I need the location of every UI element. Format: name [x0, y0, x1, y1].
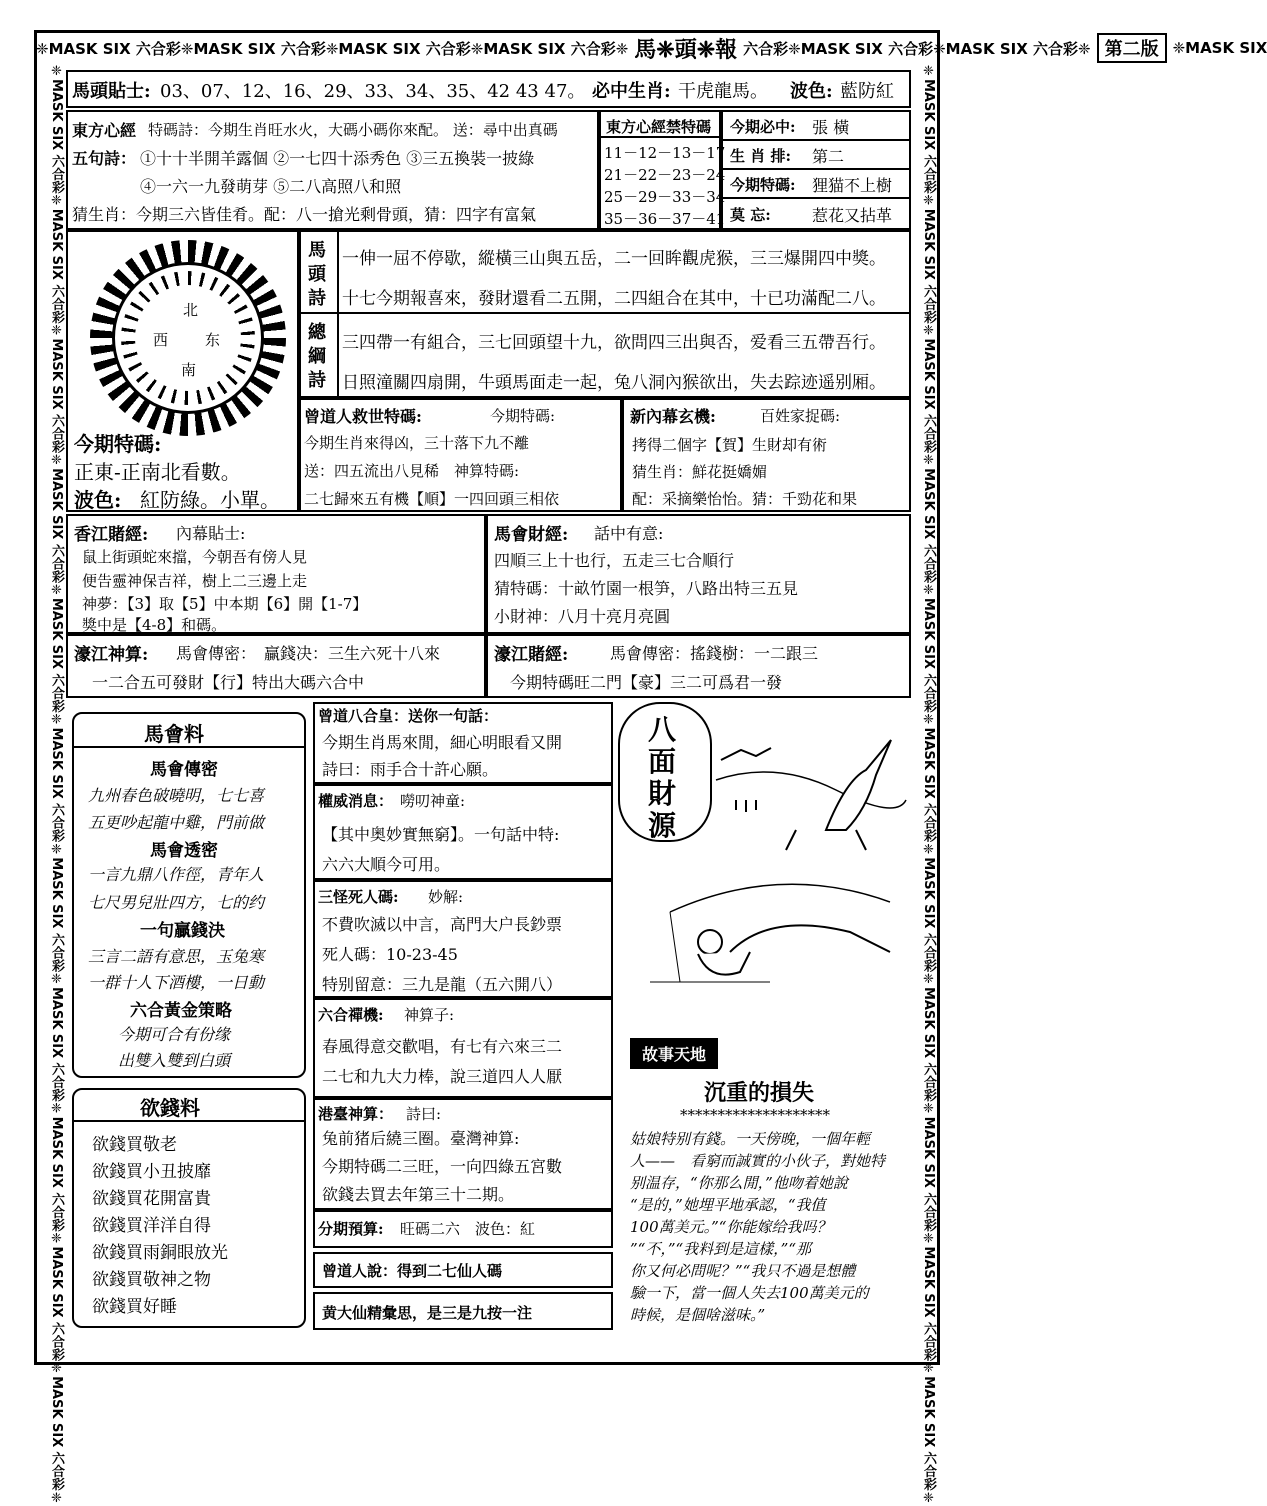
forbidden-row: 11－12－13－17: [604, 144, 726, 162]
mid-b4-title: 六合禪機:: [318, 1006, 384, 1024]
story-line: ”“不，”“我料到是這樣，”“那: [630, 1240, 812, 1258]
fishing-illustration: [650, 872, 900, 992]
dongfang-line2-label: 五句詩：: [72, 149, 137, 168]
landscape-illustration: [716, 720, 906, 860]
story-line: 時候，是個啥滋味。”: [630, 1306, 766, 1324]
yuqian-item: 欲錢買敬老: [92, 1135, 177, 1155]
mid-b7-line: 曾道人說：得到二七仙人碼: [322, 1262, 503, 1280]
bamian-char: 面: [648, 745, 677, 778]
zengdao-line: 送：四五流出八見稀 神算特碼:: [304, 462, 520, 480]
yuqian-title: 欲錢料: [140, 1096, 200, 1120]
mahui-liao-line: 五更吵起龍中雞，門前做: [88, 813, 265, 832]
banner-mid: 六合彩❈MASK SIX 六合彩❈MASK SIX 六合彩❈: [743, 39, 1091, 58]
must-value: 張 橫: [812, 118, 850, 137]
story-line: 别温存，“你那么閒，”他吻着她說: [630, 1174, 848, 1192]
mid-b4-line: 春風得意交歡唱，有七有六來三二: [322, 1037, 563, 1056]
mid-b1-title: 曾道八合皇：送你一句話：: [318, 707, 499, 725]
left-mid-line1: 正東-正南北看數。: [74, 460, 241, 484]
xiangjiang-line: 鼠上街頭蛇來擋，今朝吾有傍人見: [82, 548, 308, 566]
general-poem-line: 日照潼關四扇開，牛頭馬面走一起，兔八洞內猴欲出，失去踪迹遥别厢。: [342, 373, 886, 393]
story-title: 沉重的損失: [704, 1080, 815, 1106]
general-poem-label: 詩: [308, 370, 326, 391]
tips-label: 馬頭貼士:: [72, 81, 151, 102]
story-line: 100萬美元。”“你能嫁给我吗？: [630, 1218, 832, 1236]
dongfang-title: 東方心經: [72, 121, 137, 140]
general-poem-label: 綱: [308, 346, 326, 367]
general-poem-label: 總: [308, 322, 326, 343]
dial-north: 北: [183, 301, 199, 319]
forbidden-row: 35－36－37－41: [604, 210, 726, 228]
banner-left: ❈MASK SIX 六合彩❈MASK SIX 六合彩❈MASK SIX 六合彩❈MASK SIX 六合彩❈: [36, 39, 629, 58]
yuqian-item: 欲錢買好睡: [92, 1297, 177, 1317]
mid-b4-sub: 神算子:: [404, 1006, 455, 1024]
dial-east: 东: [205, 331, 221, 349]
dongfang-line2: ①十十半開羊露個 ②一七四十添秀色 ③三五換裝一披綠: [140, 149, 535, 168]
right-side-border: ❈MASK SIX 六合彩❈MASK SIX 六合彩❈MASK SIX 六合彩❈MASK SIX 六合彩❈MASK SIX 六合彩❈MASK SIX 六合彩❈MASK SIX 六合彩❈MASK SIX 六合彩❈MASK SIX 六合彩❈MASK SIX 六合彩❈MASK SIX 六合彩❈: [921, 64, 936, 1506]
dial-south: 南: [181, 361, 197, 379]
bamian-char: 財: [648, 777, 677, 810]
mid-b1-line: 今期生肖馬來閒，細心明眼看又開: [322, 733, 563, 752]
mahui-cai-line: 小財神：八月十亮月亮圓: [494, 607, 671, 626]
wave-value: 藍防紅: [840, 81, 894, 102]
mid-b2-line: 【其中奥妙實無窮】。一句話中特:: [322, 825, 560, 844]
left-mid-label: 今期特碼:: [74, 432, 162, 456]
left-mid-wave: 紅防綠。小單。: [140, 488, 280, 512]
xiangjiang-line: 神夢：【3】取【5】中本期【6】開【1-7】: [82, 595, 368, 613]
head-poem-line: 十七今期報喜來，發財還看二五開，二四組合在其中，十已功滿配二八。: [342, 289, 886, 309]
bamian-char: 八: [648, 713, 677, 746]
mahui-liao-line: 今期可合有份缘: [118, 1025, 231, 1044]
mahui-liao-line: 三言二語有意思，玉兔寒: [88, 947, 265, 966]
zengdao-sub: 今期特碼:: [490, 407, 556, 425]
forbidden-title: 東方心經禁特碼: [606, 118, 712, 136]
mid-b8-line: 黄大仙精彙思，是三是九按一注: [322, 1304, 533, 1322]
mid-b2-sub: 嘮叨神童:: [400, 792, 466, 810]
mid-b3-sub: 妙解:: [428, 888, 464, 906]
xinnei-sub: 百姓家捉碼:: [760, 407, 841, 425]
mahui-liao-title: 馬會料: [144, 722, 204, 746]
bamian-char: 源: [648, 809, 677, 842]
xinnei-line: 猜生肖：鮮花挺嬌媚: [632, 463, 768, 481]
mid-b5-title: 港臺神算：: [318, 1105, 394, 1123]
must-value: 惹花又拈革: [812, 206, 893, 225]
dongfang-line1: 特碼詩：今期生肖旺水火，大碼小碼你來配。 送：尋中出真碼: [148, 121, 558, 139]
story-line: “是的，”她埋平地承認，“我值: [630, 1196, 826, 1214]
mid-b5-sub: 詩曰:: [406, 1105, 442, 1123]
newspaper-title: 馬❈頭❈報: [634, 36, 738, 63]
xiangjiang-line: 便告靈神保吉祥，樹上二三邊上走: [82, 572, 308, 590]
left-side-border: ❈MASK SIX 六合彩❈MASK SIX 六合彩❈MASK SIX 六合彩❈MASK SIX 六合彩❈MASK SIX 六合彩❈MASK SIX 六合彩❈MASK SIX 六合彩❈MASK SIX 六合彩❈MASK SIX 六合彩❈MASK SIX 六合彩❈MASK SIX 六合彩❈: [49, 64, 64, 1506]
left-mid-wave-label: 波色:: [74, 488, 122, 512]
zengdao-title: 曾道人救世特碼:: [304, 407, 422, 426]
compass-dial: [90, 240, 286, 436]
story-line: 人—— 看窮而誠實的小伙子，對她特: [630, 1152, 886, 1170]
yuqian-item: 欲錢買小丑披靡: [92, 1162, 211, 1182]
must-divider: [721, 139, 911, 141]
yuqian-item: 欲錢買花開富貴: [92, 1189, 211, 1209]
mahui-liao-heading: 馬會傳密: [150, 760, 218, 780]
mahui-liao-line: 一群十人下酒樓，一日動: [88, 973, 265, 992]
mahui-cai-sub: 話中有意:: [594, 524, 664, 543]
general-poem-line: 三四帶一有組合，三七回頭望十九，欲問四三出與否，爱看三五帶吾行。: [342, 333, 886, 353]
xinnei-line: 拷得二個字【賀】生財却有術: [632, 436, 828, 454]
yuqian-item: 欲錢買敬神之物: [92, 1270, 211, 1290]
mid-b5-line: 今期特碼二三旺，一向四綠五宮數: [322, 1157, 563, 1176]
head-poem-label: 詩: [308, 288, 326, 309]
forbidden-divider: [599, 136, 721, 138]
xinnei-title: 新內幕玄機:: [630, 407, 716, 426]
tips-numbers: 03、07、12、16、29、33、34、35、42 43 47。: [160, 81, 586, 102]
xiangjiang-line: 獎中是【4-8】和碼。: [82, 616, 227, 634]
story-line: 姑娘特别有錢。一天傍晚，一個年輕: [630, 1130, 871, 1148]
mid-b3-line: 不費吹滅以中言，高門大户長鈔票: [322, 915, 563, 934]
yuqian-item: 欲錢買雨銅眼放光: [92, 1243, 228, 1263]
dongfang-line3: ④一六一九發萌芽 ⑤二八高照八和照: [140, 177, 402, 196]
mahui-cai-title: 馬會財經:: [494, 525, 569, 545]
haojiang-shen-title: 濠江神算:: [74, 645, 149, 665]
haojiang-shen-sub: 馬會傳密： 贏錢决：三生六死十八來: [176, 644, 441, 663]
must-label: 今期特碼:: [730, 176, 796, 194]
zengdao-line: 二七歸來五有機【順】一四回頭三相依: [304, 490, 560, 508]
haojiang-du-title: 濠江賭經:: [494, 645, 569, 665]
xinnei-line: 配：采摘樂怡怡。猜：千勁花和果: [632, 490, 858, 508]
head-poem-label: 頭: [308, 264, 326, 285]
mid-b2-title: 權威消息：: [318, 792, 394, 810]
mahui-liao-heading: 六合黃金策略: [130, 1001, 232, 1021]
haojiang-du-line: 今期特碼旺二門【豪】三二可爲君一發: [510, 673, 783, 692]
story-line: 你又何必問呢？”“我只不過是想體: [630, 1262, 856, 1280]
must-value: 狸猫不上樹: [812, 176, 893, 195]
xiangjiang-title: 香江賭經:: [74, 525, 149, 545]
yuqian-item: 欲錢買洋洋自得: [92, 1216, 211, 1236]
must-value: 第二: [812, 147, 845, 166]
story-line: 驗一下，當一個人失去100萬美元的: [630, 1284, 869, 1302]
mahui-liao-line: 一言九鼎八作徑，青年人: [88, 865, 265, 884]
mid-b6-line: 旺碼二六 波色：紅: [400, 1220, 536, 1238]
mid-b2-line: 六六大順今可用。: [322, 855, 451, 874]
must-label: 生 肖 排:: [730, 147, 791, 165]
mahui-cai-line: 猜特碼：十畝竹園一根笋，八路出特三五見: [494, 579, 799, 598]
forbidden-row: 25－29－33－34: [604, 188, 726, 206]
mid-b4-line: 二七和九大力棒，說三道四人人厭: [322, 1067, 563, 1086]
wave-label: 波色:: [790, 81, 833, 102]
haojiang-du-sub: 馬會傳密：搖錢樹：一二跟三: [610, 644, 819, 663]
dial-west: 西: [153, 331, 169, 349]
haojiang-shen-line: 一二合五可發財【行】特出大碼六合中: [92, 673, 365, 692]
mahui-liao-line: 出雙入雙到白頭: [118, 1051, 231, 1070]
mid-b5-line: 兔前猪后繞三圈。臺灣神算:: [322, 1129, 520, 1148]
mahui-liao-line: 七尺男兒壯四方，七的约: [88, 893, 265, 912]
mahui-liao-heading: 馬會透密: [150, 841, 218, 861]
dongfang-line4: 猜生肖：今期三六皆佳肴。配：八一搶光剩骨頭，猜：四字有富氣: [72, 205, 537, 224]
banner-right: ❈MASK SIX: [1172, 39, 1267, 57]
must-divider: [721, 168, 911, 170]
xiangjiang-sub: 內幕貼士:: [176, 524, 246, 543]
must-label: 莫 忘:: [730, 206, 771, 224]
poems-divider: [299, 312, 911, 314]
zengdao-line: 今期生肖來得凶，三十落下九不離: [304, 434, 530, 452]
mahui-liao-heading: 一句贏錢決: [140, 921, 225, 941]
must-label: 今期必中:: [730, 118, 796, 136]
mahui-liao-line: 九州春色破曉明，七七喜: [88, 786, 265, 805]
zodiac-value: 干虎龍馬。: [678, 81, 768, 102]
mid-b5-line: 欲錢去買去年第三十二期。: [322, 1185, 515, 1204]
mid-b3-line: 死人碼：10-23-45: [322, 945, 458, 964]
forbidden-row: 21－22－23－24: [604, 166, 726, 184]
mahui-cai-line: 四順三上十也行，五走三七合順行: [494, 551, 735, 570]
head-poem-label: 馬: [308, 240, 326, 261]
mid-b3-title: 三怪死人碼:: [318, 888, 399, 906]
mid-b6-title: 分期預算:: [318, 1220, 384, 1238]
head-poem-line: 一伸一屈不停歇，縱橫三山與五岳，二一回眸觀虎猴，三三爆開四中獎。: [342, 249, 886, 269]
edition-label: 第二版: [1097, 33, 1167, 63]
story-stars: ********************: [680, 1106, 830, 1124]
mid-b3-line: 特别留意：三九是龍（五六開八）: [322, 975, 563, 994]
story-tag: 故事天地: [630, 1038, 718, 1069]
mid-b1-line: 詩曰：雨手合十許心願。: [322, 760, 499, 779]
poems-label-divider: [337, 230, 339, 398]
must-divider: [721, 197, 911, 199]
top-banner: [36, 33, 1267, 63]
zodiac-label: 必中生肖:: [592, 81, 671, 102]
